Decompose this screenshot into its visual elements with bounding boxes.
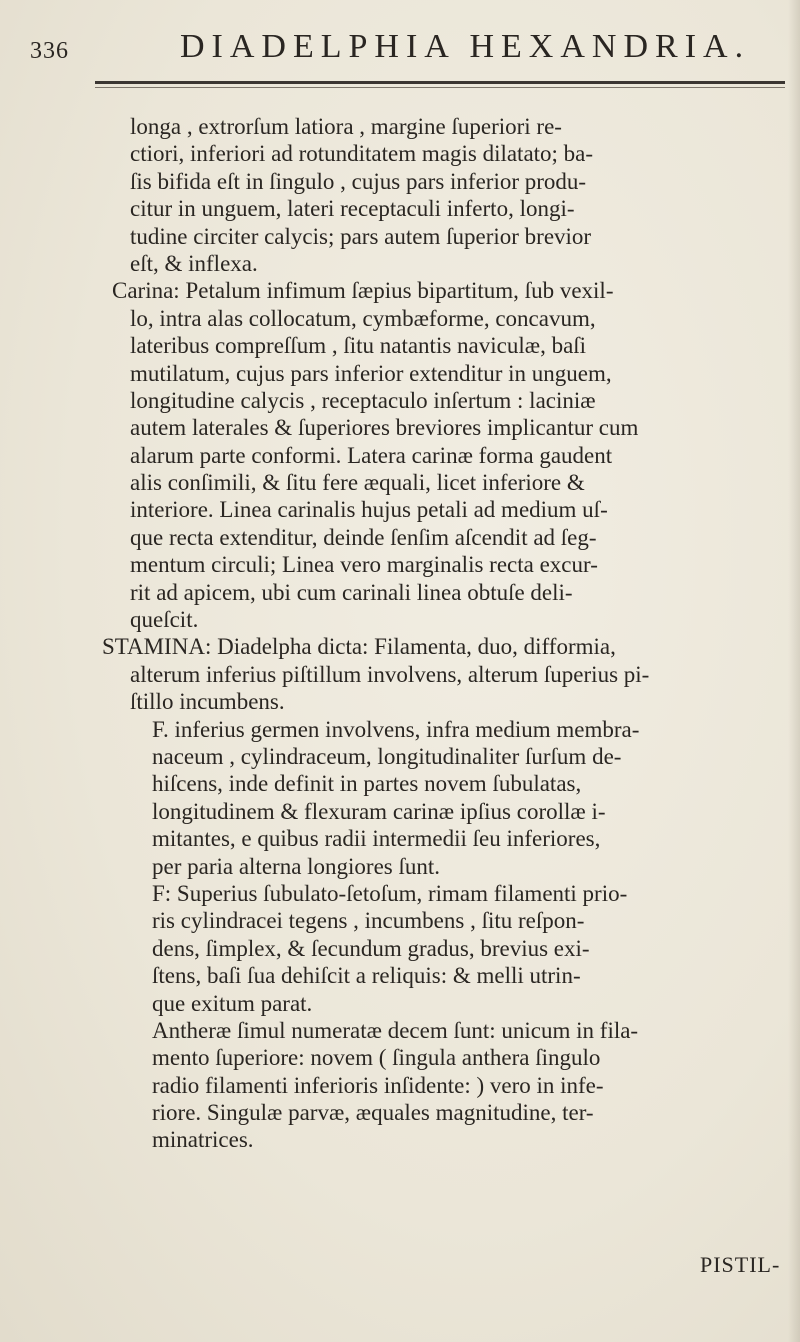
text-line: naceum , cylindraceum, longitudinaliter ſurſum de- — [152, 743, 622, 769]
text-line: longitudine calycis , receptaculo inſertum : laciniæ — [130, 387, 596, 413]
text-line: tudine circiter calycis; pars autem ſuperior brevior — [130, 223, 592, 249]
running-title: DIADELPHIA HEXANDRIA. — [180, 28, 751, 65]
body-text — [102, 113, 780, 1154]
text-line: Antheræ ſimul numeratæ decem ſunt: unicum in fila- — [152, 1017, 639, 1043]
text-line: que exitum parat. — [152, 990, 313, 1016]
text-line: lateribus compreſſum , ſitu natantis naviculæ, baſi — [130, 333, 587, 359]
text-line: ris cylindracei tegens , incumbens , ſitu reſpon- — [152, 908, 585, 934]
text-line: citur in unguem, lateri receptaculi inferto, longi- — [130, 196, 575, 222]
text-line: Carina: Petalum infimum ſæpius bipartitum, ſub vexil- — [112, 278, 614, 304]
text-line: hiſcens, inde definit in partes novem ſubulatas, — [152, 771, 582, 797]
text-line: F. inferius germen involvens, infra medium membra- — [152, 716, 640, 742]
header-rule-thin — [95, 87, 785, 88]
text-line: F: Superius ſubulato-ſetoſum, rimam filamenti prio- — [152, 880, 628, 906]
text-line: lo, intra alas collocatum, cymbæforme, concavum, — [130, 305, 596, 331]
header-rule — [95, 81, 785, 84]
text-line: ſtens, baſi ſua dehiſcit a reliquis: & melli utrin- — [152, 963, 581, 989]
text-line: que recta extenditur, deinde ſenſim aſcendit ad ſeg- — [130, 524, 597, 550]
text-line: ſtillo incumbens. — [130, 689, 285, 715]
text-line: ſis bifida eſt in ſingulo , cujus pars inferior produ- — [130, 168, 587, 194]
text-line: alterum inferius piſtillum involvens, alterum ſuperius pi- — [130, 661, 650, 687]
text-line: minatrices. — [152, 1127, 254, 1153]
text-line: riore. Singulæ parvæ, æquales magnitudine, ter- — [152, 1100, 594, 1126]
text-line: autem laterales & ſuperiores breviores implicantur cum — [130, 415, 639, 441]
text-line: alis conſimili, & ſitu fere æquali, licet inferiore & — [130, 470, 585, 496]
text-line: mitantes, e quibus radii intermedii ſeu inferiores, — [152, 826, 601, 852]
text-line: mento ſuperiore: novem ( ſingula anthera ſingulo — [152, 1045, 601, 1071]
text-line: radio filamenti inferioris inſidente: ) vero in infe- — [152, 1072, 604, 1098]
text-line: mutilatum, cujus pars inferior extenditur in unguem, — [130, 360, 612, 386]
catchword: PISTIL- — [700, 1252, 781, 1277]
text-line: per paria alterna longiores ſunt. — [152, 853, 441, 879]
text-line: queſcit. — [130, 607, 199, 633]
text-line: mentum circuli; Linea vero marginalis recta excur- — [130, 552, 598, 578]
page-number: 336 — [30, 38, 69, 64]
text-line: STAMINA: Diadelpha dicta: Filamenta, duo, difformia, — [102, 634, 616, 660]
text-line: longa , extrorſum latiora , margine ſuperiori re- — [130, 114, 562, 139]
text-line: longitudinem & flexuram carinæ ipſius corollæ i- — [152, 798, 606, 824]
text-line: ctiori, inferiori ad rotunditatem magis dilatato; ba- — [130, 141, 594, 167]
text-line: interiore. Linea carinalis hujus petali ad medium uſ- — [130, 497, 608, 523]
text-line: rit ad apicem, ubi cum carinali linea obtuſe deli- — [130, 579, 573, 605]
text-line: dens, ſimplex, & ſecundum gradus, brevius exi- — [152, 935, 590, 961]
text-line: alarum parte conformi. Latera carinæ forma gaudent — [130, 442, 613, 468]
page-edge-shadow — [788, 0, 800, 1342]
text-line: eſt, & inflexa. — [130, 250, 258, 276]
